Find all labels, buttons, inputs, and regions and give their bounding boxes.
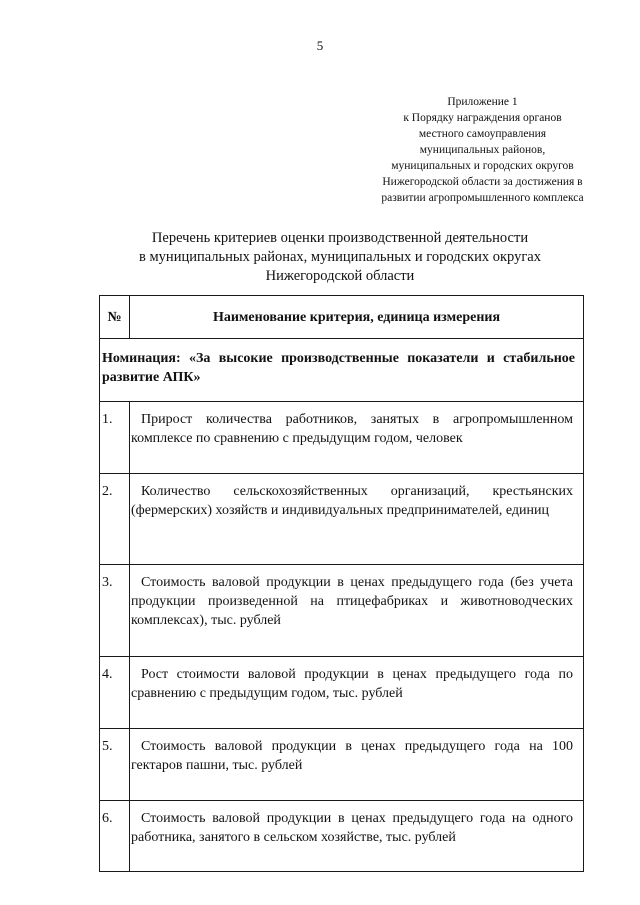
row-text: Рост стоимости валовой продукции в ценах предыдущего года по сравнению с предыдущим годом, тыс. рублей xyxy=(130,657,584,729)
document-title xyxy=(60,229,620,286)
row-number: 4. xyxy=(100,657,130,729)
row-text: Прирост количества работников, занятых в агропромышленном комплексе по сравнению с предыдущим годом, человек xyxy=(130,402,584,474)
row-number: 1. xyxy=(100,402,130,474)
title-line: Перечень критериев оценки производственной деятельности xyxy=(151,230,529,246)
row-text: Стоимость валовой продукции в ценах предыдущего года на одного работника, занятого в сельском хозяйстве, тыс. рублей xyxy=(130,801,584,872)
row-text: Стоимость валовой продукции в ценах предыдущего года на 100 гектаров пашни, тыс. рублей xyxy=(130,729,584,801)
header-number: № xyxy=(100,296,130,339)
appendix-line: Нижегородской области за достижения в xyxy=(382,176,583,188)
page-number: 5 xyxy=(316,38,324,53)
row-text: Стоимость валовой продукции в ценах предыдущего года (без учета продукции произведенной на птицефабриках и животноводческих комплексах), тыс. рублей xyxy=(130,565,584,657)
nomination-row xyxy=(100,339,584,402)
appendix-line: муниципальных районов, xyxy=(419,144,546,156)
criteria-table xyxy=(99,295,584,872)
title-line: в муниципальных районах, муниципальных и городских округах xyxy=(139,249,541,265)
table-row xyxy=(100,402,584,474)
header-name: Наименование критерия, единица измерения xyxy=(130,296,584,339)
row-number: 6. xyxy=(100,801,130,872)
appendix-block xyxy=(360,94,605,206)
table-row xyxy=(100,474,584,565)
table-row xyxy=(100,801,584,872)
title-line: Нижегородской области xyxy=(265,268,415,284)
appendix-line: к Порядку награждения органов xyxy=(403,112,562,124)
appendix-line: местного самоуправления xyxy=(418,128,547,140)
appendix-line: муниципальных и городских округов xyxy=(391,160,574,172)
table-row xyxy=(100,657,584,729)
row-number: 5. xyxy=(100,729,130,801)
row-number: 3. xyxy=(100,565,130,657)
appendix-line: развитии агропромышленного комплекса xyxy=(381,192,584,204)
nomination-text: Номинация: «За высокие производственные показатели и стабильное развитие АПК» xyxy=(100,339,584,402)
table-row xyxy=(100,729,584,801)
row-text: Количество сельскохозяйственных организаций, крестьянских (фермерских) хозяйств и индивидуальных предпринимателей, единиц xyxy=(130,474,584,565)
appendix-line: Приложение 1 xyxy=(447,96,518,108)
row-number: 2. xyxy=(100,474,130,565)
table-header-row xyxy=(100,296,584,339)
table-row xyxy=(100,565,584,657)
